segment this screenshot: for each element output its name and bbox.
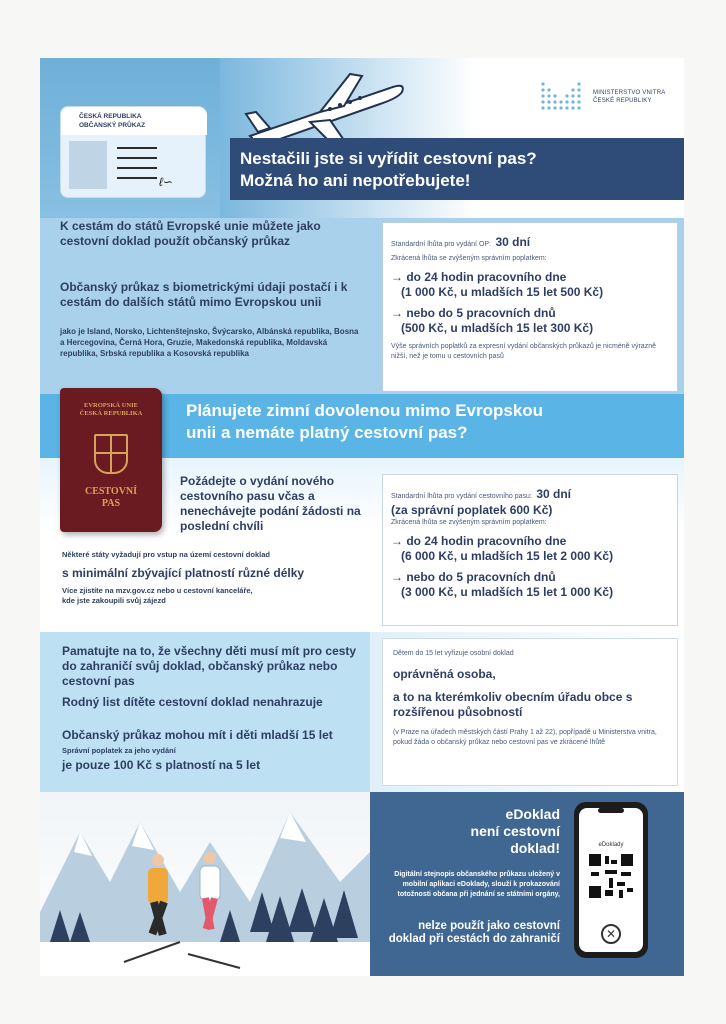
phone-app-label: eDoklady bbox=[598, 842, 624, 848]
passport-icon: EVROPSKÁ UNIE ČESKÁ REPUBLIKA CESTOVNÍ PAS bbox=[60, 388, 162, 532]
box2-lead2: (za správní poplatek 600 Kč) bbox=[391, 503, 553, 517]
close-icon: ✕ bbox=[601, 924, 621, 944]
section3-text-children: Pamatujte na to, že všechny děti musí mít pro cesty do zahraničí svůj doklad, občanský průkaz nebo cestovní pas bbox=[62, 644, 357, 688]
section1-banner-line1: Nestačili jste si vyřídit cestovní pas? bbox=[240, 149, 537, 168]
box2-sub: Zkrácená lhůta se zvýšeným správním poplatkem: bbox=[391, 519, 547, 526]
section2-banner bbox=[186, 400, 543, 444]
section2-text-more: Více zjistíte na mzv.gov.cz nebo u cestovní kanceláře, kde jste zakoupili svůj zájezd bbox=[62, 586, 253, 605]
box1-item1b: (1 000 Kč, u mladších 15 let 500 Kč) bbox=[401, 285, 604, 299]
box3-b1: oprávněná osoba, bbox=[393, 667, 496, 681]
section2-info-box bbox=[382, 474, 678, 626]
skiers-illustration bbox=[40, 792, 370, 976]
phone-screen bbox=[579, 808, 643, 952]
section1-text-eu: K cestám do států Evropské unie můžete jako cestovní doklad použít občanský průkaz bbox=[60, 219, 321, 248]
edoklad-title: eDoklad není cestovní doklad! bbox=[470, 806, 560, 856]
id-photo bbox=[69, 141, 107, 189]
box2-lead-value: 30 dní bbox=[536, 487, 572, 501]
section2-banner-line2: unii a nemáte platný cestovní pas? bbox=[186, 423, 468, 442]
section3-text-fee: je pouze 100 Kč s platností na 5 let bbox=[62, 758, 261, 772]
phone-notch bbox=[598, 808, 624, 813]
poster bbox=[40, 58, 684, 976]
box1-item1: → do 24 hodin pracovního dne bbox=[391, 270, 567, 284]
section2-text-validity: s minimální zbývající platností různé délky bbox=[62, 566, 305, 580]
winter-scene-svg bbox=[40, 792, 370, 976]
ministry-logo-text: MINISTERSTVO VNITRA ČESKÉ REPUBLIKY bbox=[593, 90, 666, 104]
section3-text-birth-cert: Rodný list dítěte cestovní doklad nenahrazuje bbox=[62, 695, 323, 709]
section2-text-states: Některé státy vyžadují pro vstup na území cestovní doklad bbox=[62, 550, 270, 559]
box1-note: Výše správních poplatků za expresní vydání občanských průkazů je nicméně výrazně nižší, než je tomu u cestovních pasů bbox=[391, 343, 656, 360]
box2-item2b: (3 000 Kč, u mladších 15 let 1 000 Kč) bbox=[401, 585, 614, 599]
box3-small: Dětem do 15 let vyřizuje osobní doklad bbox=[393, 650, 514, 657]
section2-text-apply: Požádejte o vydání nového cestovního pasu včas a nenechávejte podání žádosti na poslední chvíli bbox=[180, 474, 361, 533]
box1-lead: Standardní lhůta pro vydání OP: bbox=[391, 241, 492, 248]
signature-icon: ℓ∽ bbox=[159, 175, 173, 189]
phone-icon bbox=[574, 802, 648, 958]
section2-banner-line1: Plánujete zimní dovolenou mimo Evropskou bbox=[186, 401, 544, 420]
section3-text-fee-label: Správní poplatek za jeho vydání bbox=[62, 746, 176, 755]
box1-sub: Zkrácená lhůta se zvýšeným správním poplatkem: bbox=[391, 255, 547, 262]
id-card-icon bbox=[60, 106, 206, 198]
box1-item2: → nebo do 5 pracovních dnů bbox=[391, 306, 556, 320]
section3-info-box bbox=[382, 638, 678, 786]
box3-note: (v Praze na úřadech městských částí Prahy 1 až 22), popřípadě u Ministerstva vnitra, pokud žáda o občanský průkaz nebo cestovní pas ve zkrácené lhůtě bbox=[393, 729, 657, 746]
section1-text-biometric: Občanský průkaz s biometrickými údaji postačí i k cestám do dalších států mimo Evropskou unii bbox=[60, 280, 348, 309]
id-card-line1: ČESKÁ REPUBLIKA bbox=[79, 113, 142, 120]
edoklad-text: Digitální stejnopis občanského průkazu uložený v mobilní aplikaci eDoklady, slouží k prokazování totožnosti občana při jednání se státními orgány, bbox=[394, 871, 560, 898]
id-card-line2: OBČANSKÝ PRŮKAZ bbox=[79, 122, 146, 129]
box2-item1b: (6 000 Kč, u mladších 15 let 2 000 Kč) bbox=[401, 549, 614, 563]
box2-item2: → nebo do 5 pracovních dnů bbox=[391, 570, 556, 584]
section1-banner-line2: Možná ho ani nepotřebujete! bbox=[240, 171, 471, 190]
box2-item1: → do 24 hodin pracovního dne bbox=[391, 534, 567, 548]
box1-lead-value: 30 dní bbox=[495, 235, 531, 249]
box1-item2b: (500 Kč, u mladších 15 let 300 Kč) bbox=[401, 321, 594, 335]
section1-text-countries: jako je Island, Norsko, Lichtenštejnsko, Švýcarsko, Albánská republika, Bosna a Hercegovina, Černá Hora, Gruzie, Makedonská republika, Moldavská republika, Srbská republika a Kosovská republika bbox=[60, 327, 359, 358]
section1-banner bbox=[230, 138, 684, 200]
passport-crest-icon bbox=[94, 434, 128, 474]
box3-b2: a to na kterémkoliv obecním úřadu obce s rozšířenou působností bbox=[393, 690, 633, 719]
box2-lead: Standardní lhůta pro vydání cestovního pasu: bbox=[391, 493, 532, 500]
section1-info-box bbox=[382, 222, 678, 392]
edoklad-warning: nelze použít jako cestovní doklad při cestách do zahraničí bbox=[388, 920, 560, 945]
ministry-logo-icon bbox=[540, 80, 586, 112]
section3-text-under15: Občanský průkaz mohou mít i děti mladší 15 let bbox=[62, 728, 333, 742]
qr-code-icon bbox=[589, 854, 633, 898]
